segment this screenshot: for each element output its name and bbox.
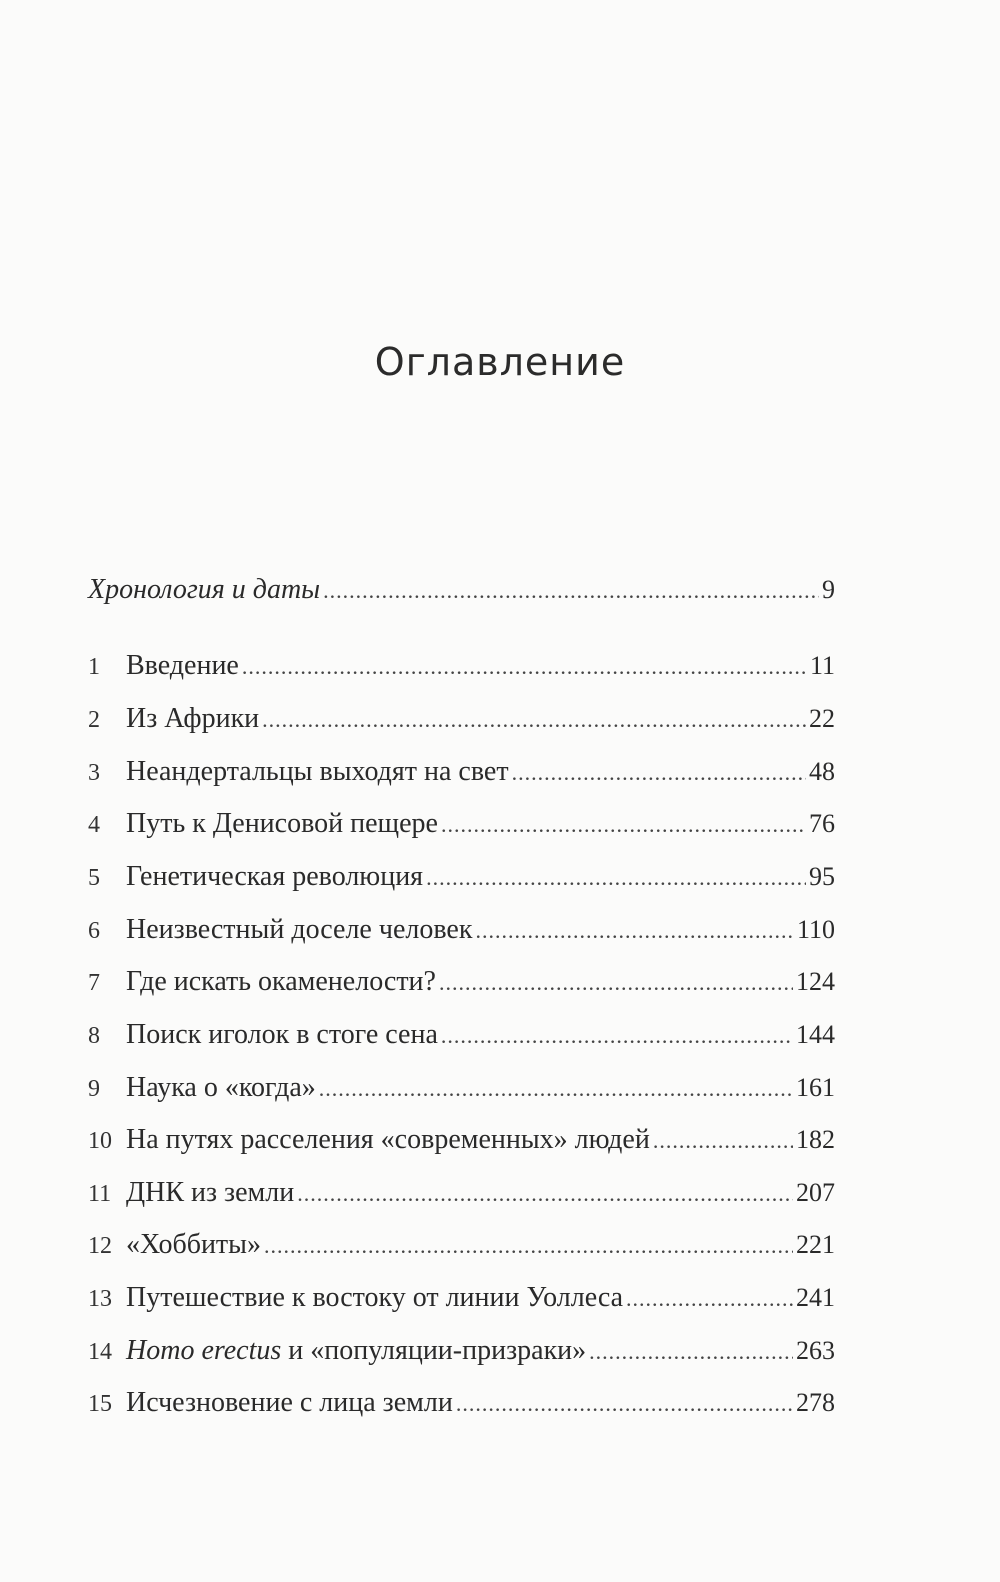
toc-entry-chapter-3[interactable] <box>88 752 835 792</box>
chapter-title: Введение <box>126 650 239 681</box>
dot-leader <box>262 700 806 740</box>
chapter-title: Исчезновение с лица земли <box>126 1387 453 1418</box>
toc-entry-chapter-13[interactable] <box>88 1278 835 1318</box>
toc-entry-chapter-14[interactable] <box>88 1331 835 1371</box>
chapter-title <box>126 1331 586 1371</box>
chapter-page: 161 <box>796 1073 835 1102</box>
chapter-title: Наука о «когда» <box>126 1072 316 1103</box>
dot-leader <box>426 858 806 898</box>
dot-leader <box>475 911 794 951</box>
chapter-title: «Хоббиты» <box>126 1229 261 1260</box>
chapter-page: 241 <box>796 1283 835 1312</box>
chapter-number: 9 <box>88 1076 100 1102</box>
toc-entry-chapter-11[interactable] <box>88 1173 835 1213</box>
dot-leader <box>242 647 807 687</box>
chapter-page: 221 <box>796 1230 835 1259</box>
chapter-number: 14 <box>88 1339 112 1365</box>
chapter-page: 182 <box>796 1125 835 1154</box>
chapter-page: 144 <box>796 1020 835 1049</box>
chapter-page: 207 <box>796 1178 835 1207</box>
chapter-title: Путь к Денисовой пещере <box>126 808 438 839</box>
chapter-page: 110 <box>796 915 835 944</box>
chapter-title: На путях расселения «современных» людей <box>126 1124 650 1155</box>
chapter-page: 22 <box>809 704 835 733</box>
chapter-number: 13 <box>88 1286 112 1312</box>
chapter-page: 278 <box>796 1388 835 1417</box>
chapter-title: Неизвестный доселе человек <box>126 914 473 945</box>
chapter-number: 5 <box>88 865 100 891</box>
chapter-title-rest: и «популяции-призраки» <box>281 1335 587 1366</box>
dot-leader <box>456 1384 793 1424</box>
chapter-title-italic: Homo erectus <box>126 1335 282 1366</box>
page-title: Оглавление <box>374 340 626 384</box>
dot-leader <box>512 753 806 793</box>
chapter-title: Где искать окаменелости? <box>126 966 436 997</box>
chapter-page: 48 <box>809 757 835 786</box>
toc-entry-page: 9 <box>822 575 835 604</box>
toc-entry-chapter-6[interactable] <box>88 910 835 950</box>
dot-leader <box>626 1279 793 1319</box>
chapter-page: 76 <box>809 809 835 838</box>
chapter-page: 95 <box>809 862 835 891</box>
chapter-number: 15 <box>88 1391 112 1417</box>
chapter-title: Из Африки <box>126 703 260 734</box>
toc-entry-chapter-4[interactable] <box>88 804 835 844</box>
toc-entry-chronology[interactable] <box>88 570 835 610</box>
toc-entry-title: Хронология и даты <box>88 574 321 605</box>
dot-leader <box>653 1121 793 1161</box>
dot-leader <box>589 1332 793 1372</box>
toc-entry-chapter-15[interactable] <box>88 1383 835 1423</box>
toc-entry-chapter-8[interactable] <box>88 1015 835 1055</box>
dot-leader <box>439 963 793 1003</box>
toc-entry-chapter-5[interactable] <box>88 857 835 897</box>
chapter-number: 11 <box>88 1181 112 1207</box>
toc-entry-chapter-7[interactable] <box>88 962 835 1002</box>
chapter-number: 1 <box>88 654 100 680</box>
dot-leader <box>297 1174 793 1214</box>
chapter-title: Генетическая революция <box>126 861 424 892</box>
toc-entry-chapter-1[interactable] <box>88 646 835 686</box>
chapter-title: Неандертальцы выходят на свет <box>126 756 509 787</box>
dot-leader <box>264 1226 793 1266</box>
chapter-page: 11 <box>809 651 835 680</box>
toc-entry-chapter-9[interactable] <box>88 1068 835 1108</box>
chapter-page: 263 <box>796 1336 835 1365</box>
toc-entry-chapter-10[interactable] <box>88 1120 835 1160</box>
chapter-title: Путешествие к востоку от линии Уоллеса <box>126 1282 624 1313</box>
chapter-number: 3 <box>88 760 100 786</box>
chapter-number: 4 <box>88 812 100 838</box>
dot-leader <box>319 1069 793 1109</box>
chapter-title: Поиск иголок в стоге сена <box>126 1019 438 1050</box>
dot-leader <box>441 805 806 845</box>
toc-entry-chapter-2[interactable] <box>88 699 835 739</box>
chapter-title: ДНК из земли <box>126 1177 295 1208</box>
chapter-number: 10 <box>88 1128 112 1154</box>
chapter-number: 2 <box>88 707 100 733</box>
dot-leader <box>441 1016 793 1056</box>
dot-leader <box>323 571 819 611</box>
chapter-number: 12 <box>88 1233 112 1259</box>
chapter-number: 7 <box>88 970 100 996</box>
chapter-page: 124 <box>796 967 835 996</box>
toc-entry-chapter-12[interactable] <box>88 1225 835 1265</box>
chapter-number: 8 <box>88 1023 100 1049</box>
chapter-number: 6 <box>88 918 100 944</box>
